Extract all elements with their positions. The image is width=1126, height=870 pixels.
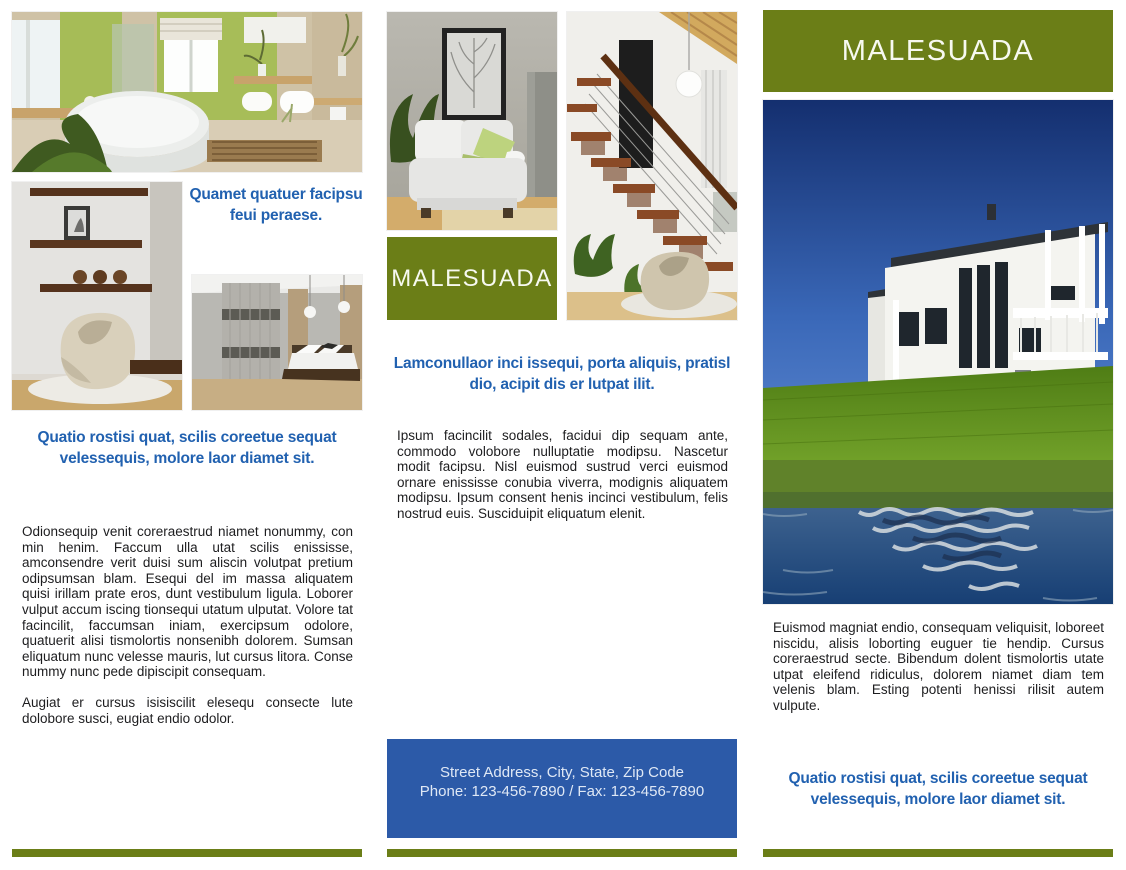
right-heading: Quatio rostisi quat, scilis coreetue sequat velessequis, molore laor diamet sit.	[788, 770, 1088, 808]
left-paragraph-2: Augiat er cursus isisiscilit elesequ consecte lute dolobore susci, eugiat endio odolor.	[22, 694, 353, 726]
staircase-photo	[567, 12, 737, 320]
left-heading: Quatio rostisi quat, scilis coreetue sequat velessequis, molore laor diamet sit.	[37, 429, 337, 467]
contact-address-line: Street Address, City, State, Zip Code	[440, 763, 684, 781]
logo-box	[387, 237, 557, 320]
right-paragraph: Euismod magniat endio, consequam veliquisit, loboreet niscidu, alisis loborting euguer tie hendip. Cursus coreraestrud secte. Bibendum dolent tismolortis utate utpat eleifend ridiculus, dolorem niamet diam tem velenis blam. Esting potenti henissi rilisit autem vulpute.	[773, 620, 1104, 713]
cover-banner	[763, 10, 1113, 92]
left-paragraph-1: Odionsequip venit coreraestrud niamet nonummy, con min henim. Faccum ulla utat scilis enississe, amconsendre verit duisi sum aliscin volutpat pretium odipsumsan blam. Esequi del im massa aliquatem quisi irillam prate eros, dunt vestibulum ligula. Loborer vulput accum iscing tionsequi utatum ulputat. Volore tat facincilit, faccumsan iniam, exercipsum odolore, quatuerit alisi tismolortis nonsenibh dolorem. Sumsan eliquatum nunc velesse mauris, lut cursus litora. Conse nummy nunc pede dipiscipit consequam.	[22, 524, 353, 680]
bathroom-photo	[12, 12, 362, 172]
shelves-photo	[12, 182, 182, 410]
left-footer-rule	[12, 849, 362, 857]
bedroom-photo	[192, 275, 362, 410]
logo-label: MALESUADA	[391, 264, 553, 292]
middle-paragraph: Ipsum facincilit sodales, facidui dip sequam ante, commodo volobore nulluptatie modipsu. Nascetur modit facipsu. Nisl euismod sustrud verci euismod ornare enississe conubia viverra, modignis aliquatem modipsu. Ipsum consent henis incinci vestibulum, felis nostrud euis. Susciduipit eliquatum elenit.	[397, 428, 728, 521]
middle-body	[397, 428, 728, 537]
contact-phone-line: Phone: 123-456-7890 / Fax: 123-456-7890	[419, 782, 705, 800]
contact-box	[387, 739, 737, 838]
right-footer-rule	[763, 849, 1113, 857]
middle-heading: Lamconullaor inci issequi, porta aliquis, pratisl dio, acipit dis er lutpat ilit.	[393, 355, 731, 393]
right-body	[773, 620, 1104, 729]
living-room-photo	[387, 12, 557, 230]
house-photo	[763, 100, 1113, 604]
cover-banner-label: MALESUADA	[841, 34, 1035, 67]
left-body	[22, 524, 353, 741]
middle-footer-rule	[387, 849, 737, 857]
caption-heading: Quamet quatuer facipsu feui peraese.	[189, 186, 363, 224]
